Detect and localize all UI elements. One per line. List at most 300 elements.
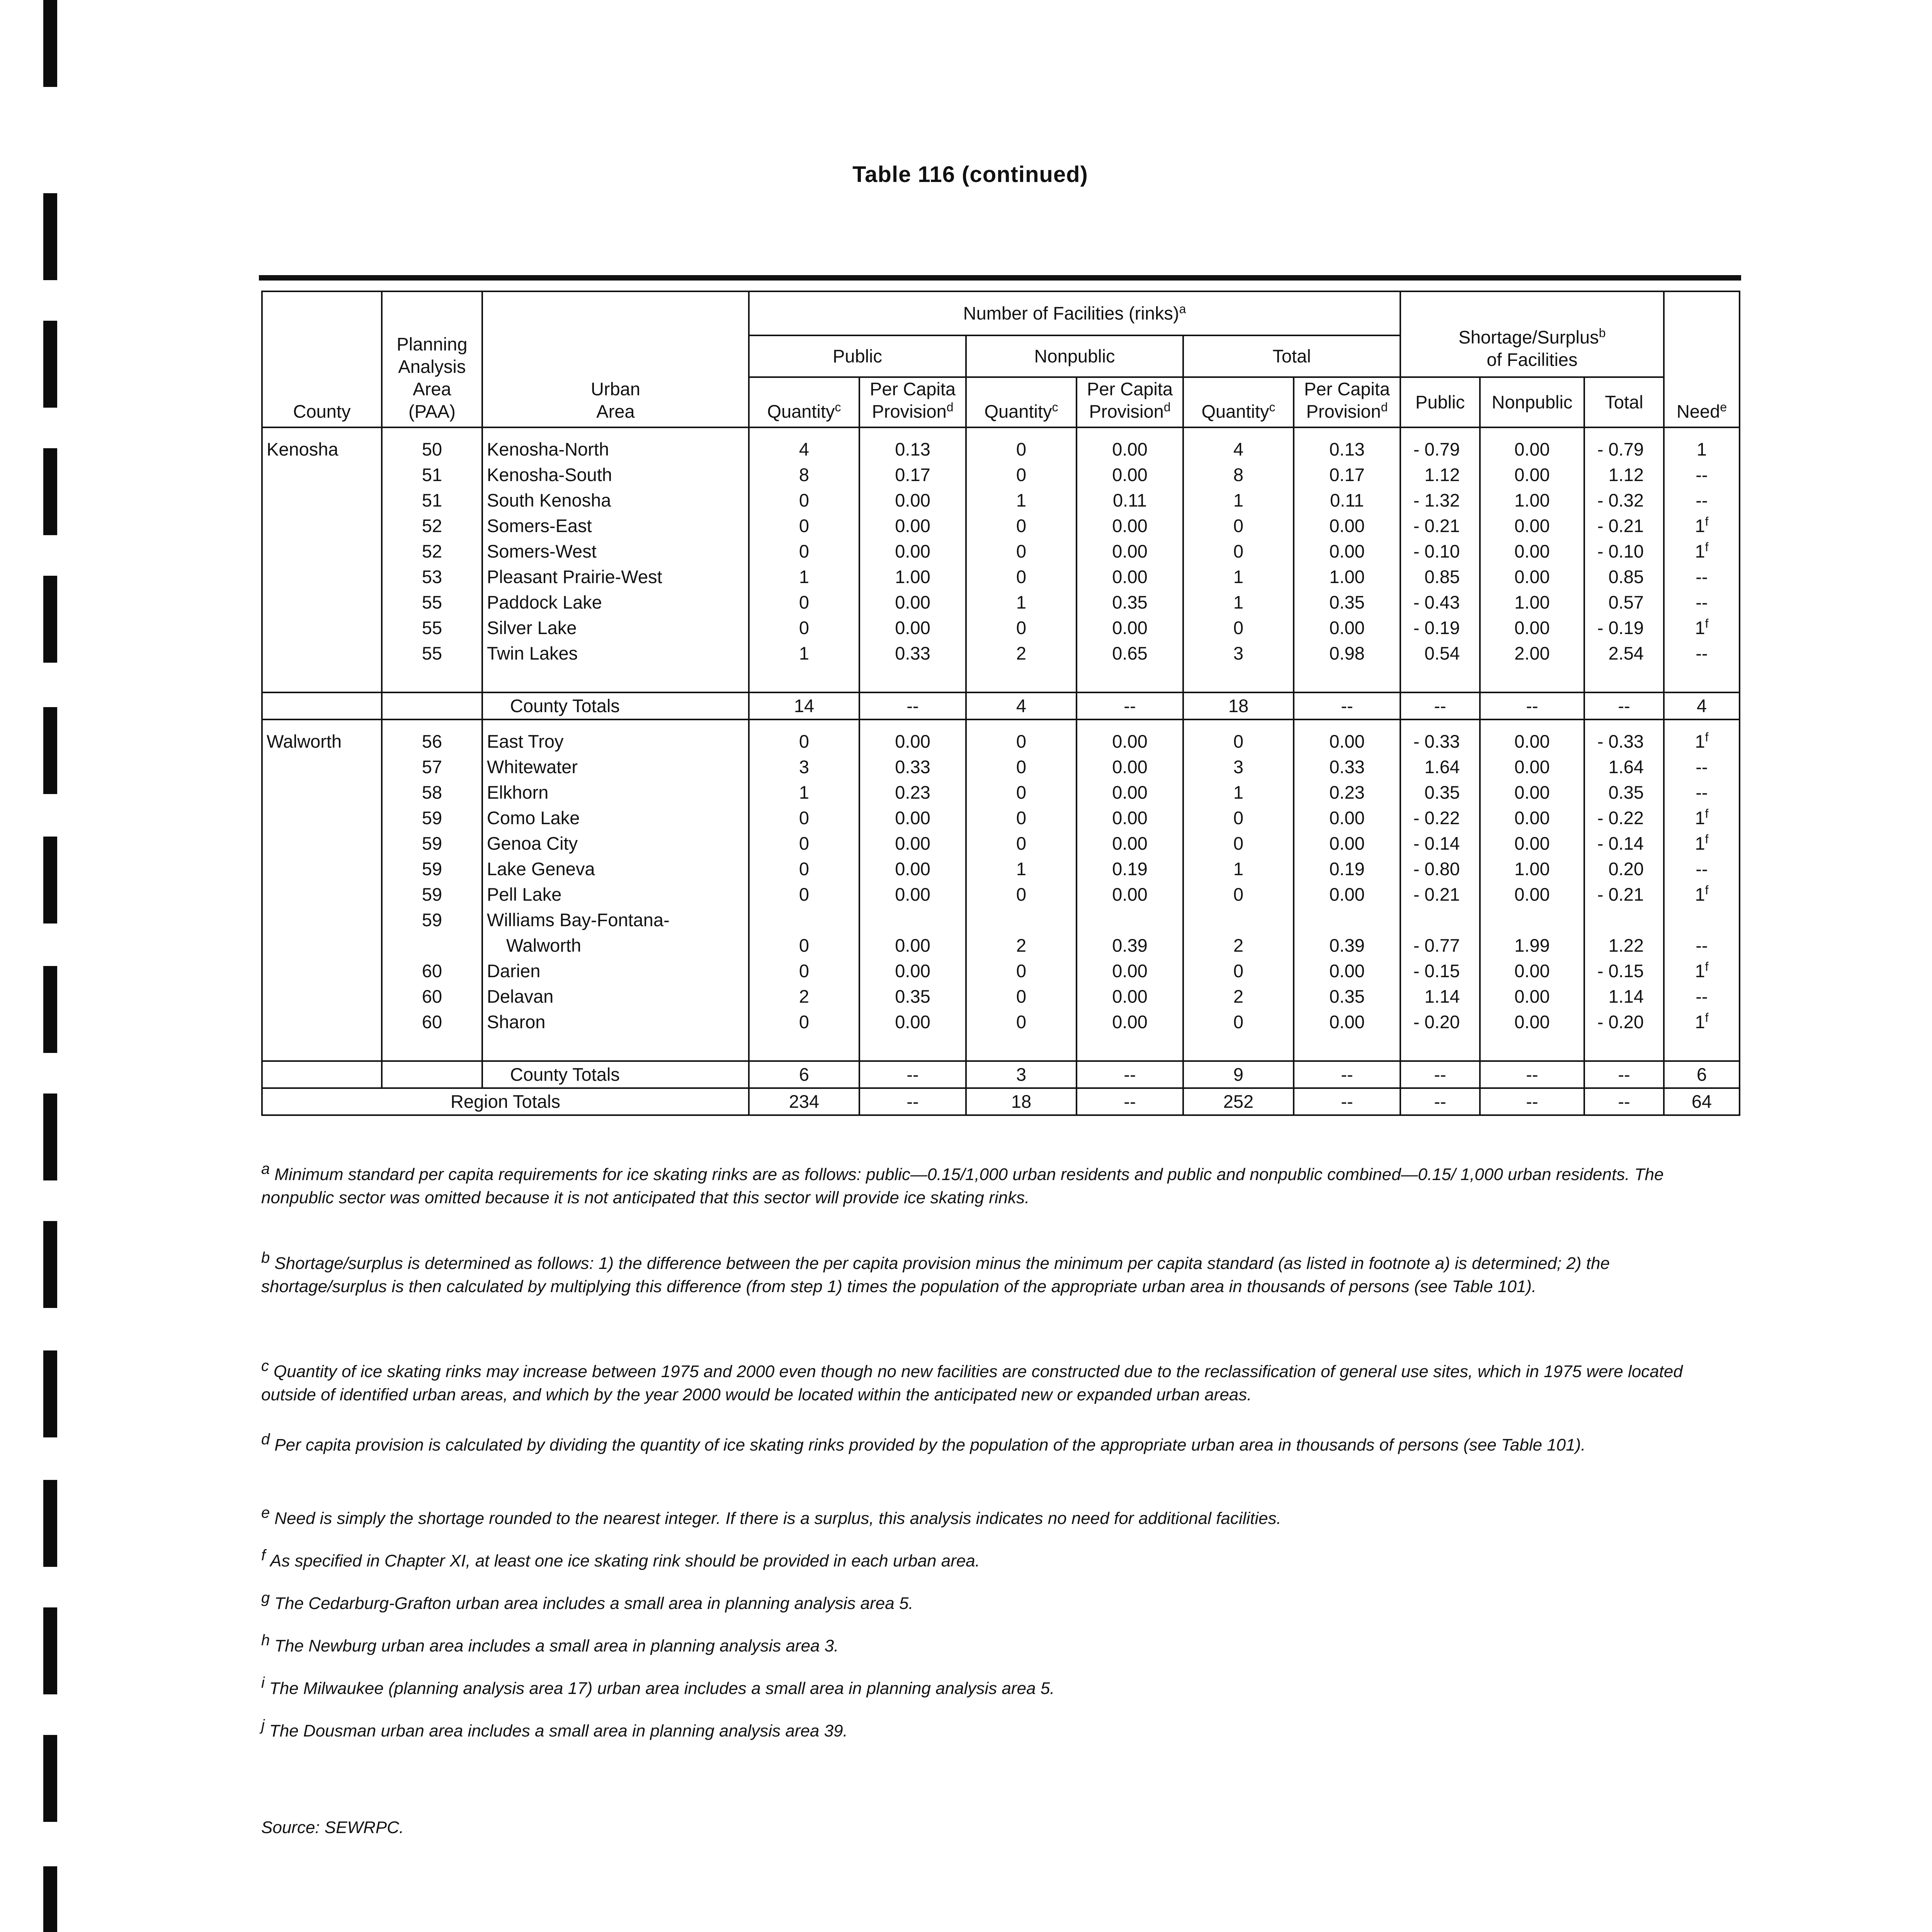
value-cell xyxy=(1584,907,1664,933)
value-cell: 0 xyxy=(966,882,1077,907)
value-cell: 0.00 xyxy=(1294,539,1400,564)
value-cell: 1 xyxy=(966,856,1077,882)
urban-area-cell: Silver Lake xyxy=(482,615,749,641)
urban-area-cell: Kenosha-North xyxy=(482,427,749,462)
value-cell: 0.00 xyxy=(859,590,966,615)
value-cell xyxy=(1183,907,1294,933)
paa-cell: 52 xyxy=(382,513,482,539)
value-cell: 4 xyxy=(1183,427,1294,462)
need-cell: -- xyxy=(1664,780,1740,805)
col-public-per-capita: Per Capita Provision$^d$ xyxy=(859,377,966,427)
value-cell: 0.00 xyxy=(1077,564,1183,590)
county-cell xyxy=(262,882,382,907)
kenosha-section xyxy=(262,427,1740,719)
value-cell: 1 xyxy=(749,780,859,805)
paa-cell: 59 xyxy=(382,882,482,907)
value-cell: 0.65 xyxy=(1077,641,1183,666)
value-cell: 0 xyxy=(749,590,859,615)
region-value: 252 xyxy=(1183,1088,1294,1115)
region-totals-row xyxy=(262,1088,1740,1115)
value-cell: 1 xyxy=(749,641,859,666)
value-cell: 0 xyxy=(966,754,1077,780)
col-total-per-capita: Per Capita Provision$^d$ xyxy=(1294,377,1400,427)
binder-hole xyxy=(43,966,57,1053)
value-cell: 0.00 xyxy=(1480,958,1584,984)
footnote-b: b Shortage/surplus is determined as follows: 1) the difference between the per capita provision minus the minimum per capita standard (as listed in footnote a) is determined; 2) the shortage/surplus is then calculated by multiplying this difference (from step 1) times the population of the appropriate urban area in thousands of persons (see Table 101). xyxy=(261,1249,1610,1296)
urban-area-cell: Twin Lakes xyxy=(482,641,749,666)
source-note: Source: SEWRPC. xyxy=(261,1818,404,1837)
value-cell: 0.00 xyxy=(1294,719,1400,754)
value-cell: - 0.14 xyxy=(1400,831,1480,856)
value-cell: 0.13 xyxy=(1294,427,1400,462)
need-cell: 1$^f$ xyxy=(1664,719,1740,754)
need-cell: 1$^f$ xyxy=(1664,831,1740,856)
value-cell: - 0.14 xyxy=(1584,831,1664,856)
value-cell: 1 xyxy=(1183,590,1294,615)
value-cell: 0 xyxy=(966,564,1077,590)
value-cell: 0.00 xyxy=(1077,984,1183,1009)
value-cell: 0.33 xyxy=(1294,754,1400,780)
value-cell: 0.19 xyxy=(1294,856,1400,882)
footnote-d: d Per capita provision is calculated by dividing the quantity of ice skating rinks provided by the population of the appropriate urban area in thousands of persons (see Table 101). xyxy=(261,1431,1586,1454)
county-cell xyxy=(262,564,382,590)
value-cell: - 0.43 xyxy=(1400,590,1480,615)
value-cell: 2 xyxy=(1183,984,1294,1009)
col-urban-area: Urban Area xyxy=(482,291,749,427)
table-row xyxy=(262,590,1740,615)
value-cell: 0.00 xyxy=(1480,882,1584,907)
value-cell: 0.00 xyxy=(859,882,966,907)
value-cell: - 0.21 xyxy=(1584,513,1664,539)
paa-cell: 57 xyxy=(382,754,482,780)
paa-cell: 60 xyxy=(382,958,482,984)
urban-area-cell: Kenosha-South xyxy=(482,462,749,488)
paa-cell: 60 xyxy=(382,984,482,1009)
urban-area-cell: Como Lake xyxy=(482,805,749,831)
value-cell: 1.00 xyxy=(1480,590,1584,615)
value-cell: 1 xyxy=(966,488,1077,513)
value-cell: - 0.21 xyxy=(1400,882,1480,907)
total-value: -- xyxy=(1400,1061,1480,1088)
totals-label: County Totals xyxy=(482,692,749,719)
table-row xyxy=(262,462,1740,488)
table-row xyxy=(262,427,1740,462)
county-cell xyxy=(262,1009,382,1035)
value-cell: 1 xyxy=(1183,564,1294,590)
value-cell: 0 xyxy=(749,719,859,754)
page-title: Table 116 (continued) xyxy=(852,162,1088,187)
value-cell: 2.00 xyxy=(1480,641,1584,666)
col-group-shortage: Shortage/Surplus$^b$ of Facilities xyxy=(1400,291,1664,377)
value-cell: 0.00 xyxy=(1480,780,1584,805)
total-value: -- xyxy=(1077,1061,1183,1088)
value-cell: 2 xyxy=(966,933,1077,958)
paa-cell xyxy=(382,933,482,958)
value-cell: 0.00 xyxy=(1294,1009,1400,1035)
value-cell: 0.00 xyxy=(1480,564,1584,590)
binder-holes xyxy=(43,0,57,1932)
urban-area-cell: Walworth xyxy=(482,933,749,958)
urban-area-cell: Darien xyxy=(482,958,749,984)
value-cell: 2.54 xyxy=(1584,641,1664,666)
value-cell: 0 xyxy=(1183,1009,1294,1035)
paa-cell: 53 xyxy=(382,564,482,590)
value-cell: 0.00 xyxy=(1077,1009,1183,1035)
value-cell: 3 xyxy=(1183,754,1294,780)
county-cell xyxy=(262,615,382,641)
total-value: -- xyxy=(1294,1061,1400,1088)
value-cell xyxy=(1400,907,1480,933)
value-cell: - 0.10 xyxy=(1400,539,1480,564)
value-cell: 0.00 xyxy=(1294,805,1400,831)
value-cell: 0 xyxy=(966,958,1077,984)
value-cell: 0.13 xyxy=(859,427,966,462)
need-cell: 1$^f$ xyxy=(1664,615,1740,641)
value-cell: 0.00 xyxy=(1480,615,1584,641)
total-value: 9 xyxy=(1183,1061,1294,1088)
value-cell: 0.19 xyxy=(1077,856,1183,882)
paa-cell: 55 xyxy=(382,641,482,666)
urban-area-cell: Somers-West xyxy=(482,539,749,564)
urban-area-cell: Sharon xyxy=(482,1009,749,1035)
value-cell: 0 xyxy=(749,615,859,641)
urban-area-cell: Genoa City xyxy=(482,831,749,856)
value-cell: 0 xyxy=(1183,958,1294,984)
value-cell: 0.00 xyxy=(1077,882,1183,907)
value-cell: 1.00 xyxy=(859,564,966,590)
binder-hole xyxy=(43,1866,57,1932)
paa-cell: 55 xyxy=(382,615,482,641)
footnote-f: f As specified in Chapter XI, at least one ice skating rink should be provided in each urban area. xyxy=(261,1547,980,1570)
paa-cell: 51 xyxy=(382,462,482,488)
binder-hole xyxy=(43,1221,57,1308)
value-cell: 1 xyxy=(966,590,1077,615)
total-value: -- xyxy=(1077,692,1183,719)
value-cell: 0.00 xyxy=(1480,831,1584,856)
table-row xyxy=(262,984,1740,1009)
table-row xyxy=(262,805,1740,831)
region-value: -- xyxy=(1584,1088,1664,1115)
value-cell: 0 xyxy=(1183,513,1294,539)
value-cell: - 0.79 xyxy=(1400,427,1480,462)
need-cell: -- xyxy=(1664,856,1740,882)
value-cell: 1.64 xyxy=(1584,754,1664,780)
binder-hole xyxy=(43,707,57,794)
county-cell xyxy=(262,933,382,958)
value-cell: 0 xyxy=(966,427,1077,462)
table-row xyxy=(262,831,1740,856)
region-totals-label: Region Totals xyxy=(262,1088,749,1115)
binder-hole xyxy=(43,1094,57,1180)
table-row xyxy=(262,882,1740,907)
region-value: -- xyxy=(1077,1088,1183,1115)
value-cell: 1.22 xyxy=(1584,933,1664,958)
value-cell: 2 xyxy=(1183,933,1294,958)
urban-area-cell: South Kenosha xyxy=(482,488,749,513)
col-group-facilities: Number of Facilities (rinks)$^a$ xyxy=(749,291,1400,335)
binder-hole xyxy=(43,576,57,663)
value-cell: 0.00 xyxy=(859,513,966,539)
value-cell: 0 xyxy=(749,488,859,513)
need-total: 6 xyxy=(1664,1061,1740,1088)
value-cell: - 0.19 xyxy=(1400,615,1480,641)
county-cell xyxy=(262,488,382,513)
value-cell: - 0.79 xyxy=(1584,427,1664,462)
value-cell: 0.00 xyxy=(1294,958,1400,984)
value-cell: 0.00 xyxy=(859,958,966,984)
value-cell: 0.33 xyxy=(859,754,966,780)
value-cell: 0 xyxy=(749,539,859,564)
value-cell: - 0.20 xyxy=(1584,1009,1664,1035)
binder-hole xyxy=(43,321,57,408)
value-cell: 2 xyxy=(749,984,859,1009)
value-cell: - 0.22 xyxy=(1400,805,1480,831)
value-cell: 0.00 xyxy=(1480,805,1584,831)
county-cell xyxy=(262,856,382,882)
table-row xyxy=(262,719,1740,754)
value-cell: 1.64 xyxy=(1400,754,1480,780)
county-totals-row xyxy=(262,1061,1740,1088)
total-value: -- xyxy=(859,1061,966,1088)
region-value: -- xyxy=(1400,1088,1480,1115)
need-cell xyxy=(1664,907,1740,933)
value-cell: - 0.33 xyxy=(1584,719,1664,754)
need-cell: 1$^f$ xyxy=(1664,513,1740,539)
binder-hole xyxy=(43,1480,57,1567)
value-cell: 0.00 xyxy=(1077,462,1183,488)
value-cell: 0.23 xyxy=(1294,780,1400,805)
value-cell: 0.00 xyxy=(1480,984,1584,1009)
footnote-i: i The Milwaukee (planning analysis area 17) urban area includes a small area in planning analysis area 5. xyxy=(261,1674,1055,1698)
county-cell xyxy=(262,590,382,615)
value-cell: 0.39 xyxy=(1077,933,1183,958)
total-value: 6 xyxy=(749,1061,859,1088)
value-cell: - 0.15 xyxy=(1400,958,1480,984)
value-cell: 0.57 xyxy=(1584,590,1664,615)
urban-area-cell: Pleasant Prairie-West xyxy=(482,564,749,590)
value-cell: 0.20 xyxy=(1584,856,1664,882)
value-cell: 1 xyxy=(1183,488,1294,513)
table-row xyxy=(262,780,1740,805)
value-cell: 1.00 xyxy=(1480,488,1584,513)
value-cell: 3 xyxy=(749,754,859,780)
paa-cell: 59 xyxy=(382,805,482,831)
value-cell: 0.00 xyxy=(1480,539,1584,564)
urban-area-cell: Lake Geneva xyxy=(482,856,749,882)
col-group-nonpublic: Nonpublic xyxy=(966,335,1183,377)
value-cell: - 0.10 xyxy=(1584,539,1664,564)
paa-cell: 59 xyxy=(382,856,482,882)
county-cell: Walworth xyxy=(262,719,382,754)
region-value: 234 xyxy=(749,1088,859,1115)
need-cell: -- xyxy=(1664,590,1740,615)
total-value: 18 xyxy=(1183,692,1294,719)
value-cell: 0.00 xyxy=(859,488,966,513)
county-cell xyxy=(262,984,382,1009)
value-cell: 0.35 xyxy=(1294,984,1400,1009)
value-cell: 0.00 xyxy=(1077,831,1183,856)
urban-area-cell: Somers-East xyxy=(482,513,749,539)
county-cell xyxy=(262,462,382,488)
county-totals-row xyxy=(262,692,1740,719)
col-shortage-total: Total xyxy=(1584,377,1664,427)
value-cell: 0.00 xyxy=(1294,831,1400,856)
need-total: 4 xyxy=(1664,692,1740,719)
total-value: 14 xyxy=(749,692,859,719)
value-cell: 0 xyxy=(749,805,859,831)
value-cell: 0 xyxy=(1183,831,1294,856)
value-cell: 0.00 xyxy=(1480,719,1584,754)
col-nonpublic-quantity: Quantity$^c$ xyxy=(966,377,1077,427)
binder-hole xyxy=(43,837,57,923)
need-cell: 1 xyxy=(1664,427,1740,462)
value-cell: 0 xyxy=(966,831,1077,856)
value-cell: 8 xyxy=(1183,462,1294,488)
region-section xyxy=(262,1088,1740,1115)
value-cell: 0.54 xyxy=(1400,641,1480,666)
county-cell xyxy=(262,692,382,719)
region-value: 18 xyxy=(966,1088,1077,1115)
region-need: 64 xyxy=(1664,1088,1740,1115)
value-cell: 0 xyxy=(966,984,1077,1009)
value-cell: 1.14 xyxy=(1584,984,1664,1009)
value-cell: - 0.22 xyxy=(1584,805,1664,831)
value-cell: 0 xyxy=(966,805,1077,831)
urban-area-cell: Elkhorn xyxy=(482,780,749,805)
table-row xyxy=(262,754,1740,780)
value-cell: 0 xyxy=(1183,719,1294,754)
value-cell: 0.00 xyxy=(1480,513,1584,539)
value-cell: 0.35 xyxy=(1584,780,1664,805)
value-cell: 1.00 xyxy=(1294,564,1400,590)
value-cell: 3 xyxy=(1183,641,1294,666)
total-value: -- xyxy=(859,692,966,719)
urban-area-cell: Delavan xyxy=(482,984,749,1009)
col-shortage-nonpublic: Nonpublic xyxy=(1480,377,1584,427)
col-group-public: Public xyxy=(749,335,966,377)
value-cell: 0.00 xyxy=(1077,805,1183,831)
value-cell: 0.00 xyxy=(1077,539,1183,564)
region-value: -- xyxy=(1480,1088,1584,1115)
value-cell: 1.12 xyxy=(1400,462,1480,488)
value-cell: - 1.32 xyxy=(1400,488,1480,513)
need-cell: -- xyxy=(1664,564,1740,590)
value-cell: 0.35 xyxy=(1077,590,1183,615)
region-value: -- xyxy=(859,1088,966,1115)
table-row xyxy=(262,1009,1740,1035)
value-cell: 0.35 xyxy=(859,984,966,1009)
value-cell: 0.00 xyxy=(1077,427,1183,462)
value-cell: 0.11 xyxy=(1077,488,1183,513)
value-cell: 0.00 xyxy=(859,1009,966,1035)
value-cell: 0 xyxy=(749,831,859,856)
col-county: County xyxy=(262,291,382,427)
value-cell xyxy=(1480,907,1584,933)
urban-area-cell: East Troy xyxy=(482,719,749,754)
urban-area-cell: Paddock Lake xyxy=(482,590,749,615)
value-cell: 0.85 xyxy=(1584,564,1664,590)
value-cell: 0 xyxy=(966,513,1077,539)
table-row xyxy=(262,933,1740,958)
value-cell: 0 xyxy=(1183,805,1294,831)
value-cell: 0.00 xyxy=(1294,882,1400,907)
value-cell: - 0.21 xyxy=(1584,882,1664,907)
value-cell: 0.39 xyxy=(1294,933,1400,958)
walworth-section xyxy=(262,719,1740,1088)
value-cell: 0.98 xyxy=(1294,641,1400,666)
value-cell: - 0.15 xyxy=(1584,958,1664,984)
total-value: -- xyxy=(1400,692,1480,719)
total-value: -- xyxy=(1480,1061,1584,1088)
paa-cell xyxy=(382,692,482,719)
table-row xyxy=(262,513,1740,539)
total-value: 3 xyxy=(966,1061,1077,1088)
value-cell: 0.00 xyxy=(859,831,966,856)
table-row xyxy=(262,564,1740,590)
value-cell: 0.00 xyxy=(1077,958,1183,984)
table-row xyxy=(262,539,1740,564)
paa-cell: 51 xyxy=(382,488,482,513)
binder-hole xyxy=(43,1350,57,1437)
value-cell xyxy=(859,907,966,933)
col-group-total: Total xyxy=(1183,335,1400,377)
value-cell: 0 xyxy=(966,719,1077,754)
need-cell: 1$^f$ xyxy=(1664,539,1740,564)
value-cell: 0.17 xyxy=(1294,462,1400,488)
paa-cell: 59 xyxy=(382,831,482,856)
value-cell: 0 xyxy=(966,462,1077,488)
footnote-h: h The Newburg urban area includes a small area in planning analysis area 3. xyxy=(261,1632,839,1655)
value-cell: 0 xyxy=(749,933,859,958)
table-top-rule xyxy=(259,275,1741,281)
table-row xyxy=(262,856,1740,882)
county-cell xyxy=(262,1061,382,1088)
value-cell: - 0.77 xyxy=(1400,933,1480,958)
value-cell: - 0.21 xyxy=(1400,513,1480,539)
value-cell: 0.17 xyxy=(859,462,966,488)
col-nonpublic-per-capita: Per Capita Provision$^d$ xyxy=(1077,377,1183,427)
need-cell: -- xyxy=(1664,754,1740,780)
value-cell: 0.00 xyxy=(1077,719,1183,754)
value-cell: 0.00 xyxy=(1077,513,1183,539)
paa-cell: 56 xyxy=(382,719,482,754)
total-value: -- xyxy=(1294,692,1400,719)
value-cell xyxy=(749,907,859,933)
value-cell: 0.00 xyxy=(1480,462,1584,488)
value-cell: 0 xyxy=(749,958,859,984)
table-row xyxy=(262,907,1740,933)
urban-area-cell: Pell Lake xyxy=(482,882,749,907)
region-value: -- xyxy=(1294,1088,1400,1115)
value-cell: 1.00 xyxy=(1480,856,1584,882)
value-cell: 0 xyxy=(1183,882,1294,907)
value-cell: 0.00 xyxy=(859,719,966,754)
footnote-c: c Quantity of ice skating rinks may increase between 1975 and 2000 even though no new facilities are constructed due to the reclassification of general use sites, which in 1975 were located outside of identified urban areas, and which by the year 2000 would be located within the anticipated new or expanded urban areas. xyxy=(261,1357,1683,1404)
county-cell xyxy=(262,958,382,984)
need-cell: -- xyxy=(1664,984,1740,1009)
value-cell: 0 xyxy=(749,882,859,907)
need-cell: 1$^f$ xyxy=(1664,882,1740,907)
total-value: 4 xyxy=(966,692,1077,719)
value-cell: 0.00 xyxy=(1294,615,1400,641)
footnote-e: e Need is simply the shortage rounded to the nearest integer. If there is a surplus, this analysis indicates no need for additional facilities. xyxy=(261,1504,1281,1528)
need-cell: 1$^f$ xyxy=(1664,805,1740,831)
value-cell: 1 xyxy=(1183,856,1294,882)
col-need: Need$^e$ xyxy=(1664,291,1740,427)
value-cell: 0.00 xyxy=(1077,754,1183,780)
value-cell: - 0.32 xyxy=(1584,488,1664,513)
value-cell: 0 xyxy=(966,615,1077,641)
